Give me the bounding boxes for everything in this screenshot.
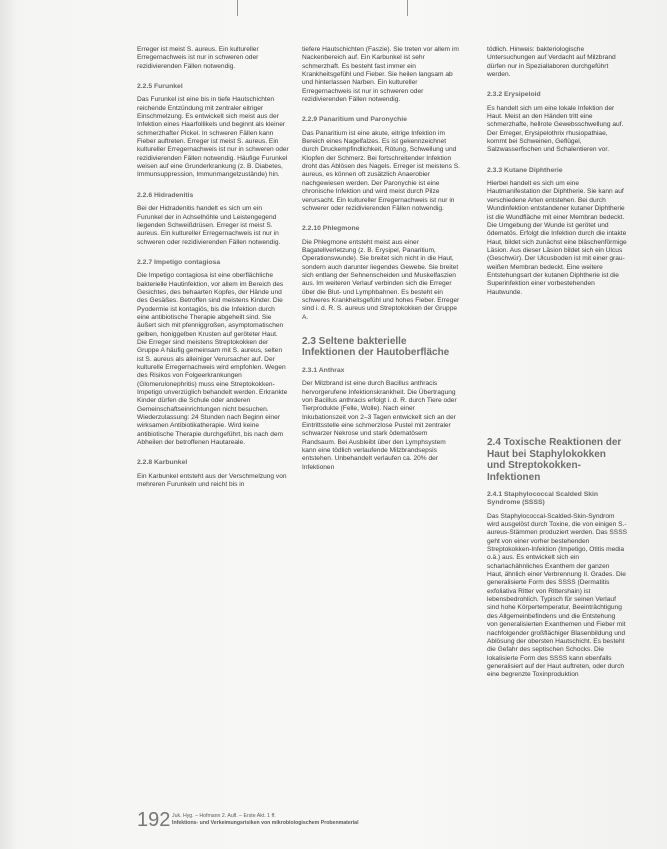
section-heading: 2.3.1 Anthrax (302, 366, 345, 374)
section-heading: 2.2.7 Impetigo contagiosa (137, 258, 221, 266)
footer-citation: Juk. Hyg. – Hofmann 2. Aufl. – Erste Akt. 1 ff. (172, 813, 276, 819)
text-column-right-lower (487, 437, 627, 680)
paragraph: Hierbei handelt es sich um eine Hautmanifestation der Diphtherie. Sie kann auf verschiedene Arten entstehen. Bei durch Wundinfektion entstandener kutaner Diphtherie ist die Wundfläche mit einer Membran bedeckt. Die Umgebung der Wunde ist gerötet und ödematös. Erfolgt die Infektion durch die intakte Haut, bildet sich zunächst eine bläschenförmige Läsion. Aus dieser Läsion bildet sich ein Ulcus (Geschwür). Der Ulcusboden ist mit einer grau-weißen Membran bedeckt. Eine weitere Entstehungsart der kutanen Diphtherie ist die Superinfektion einer vorbestehenden Hautwunde. (487, 180, 627, 296)
text-column-right-upper (487, 46, 627, 297)
section-heading: 2.2.5 Furunkel (137, 83, 183, 91)
page-footer (137, 809, 467, 833)
section-heading: 2.2.8 Karbunkel (137, 459, 188, 467)
paragraph: Die Phlegmone entsteht meist aus einer Bagatellverletzung (z. B. Erysipel, Panaritium, Operationswunde). Sie breitet sich nicht in die Haut, sondern auch darunter liegendes Gewebe. Sie breitet sich entlang der Sehnenscheiden und Muskelfaszien aus. Im weiteren Verlauf verbinden sich die Erreger über die Blut- und Lymphbahnen. Es besteht ein schweres Krankheitsgefühl und hohes Fieber. Erreger sind i. d. R. S. aureus und Streptokokken der Gruppe A. (302, 238, 460, 321)
section-heading: 2.2.10 Phlegmone (302, 225, 360, 233)
paragraph: Die Impetigo contagiosa ist eine oberflächliche bakterielle Hautinfektion, vor allem im Bereich des Gesichtes, des behaarten Kopfes, der Hände und des Gesäßes. Betroffen sind meistens Kinder. Die Pyodermie ist kontagiös, bis die Infektion durch eine antibiotische Therapie abgeheilt sind. Sie äußert sich mit pfenniggroßen, asymptomatischen gelben, honiggelben Krusten auf geröteter Haut. Die Erreger sind meistens Streptokokken der Gruppe A häufig gemeinsam mit S. aureus, selten ist S. aureus als alleiniger Verursacher auf. Der kulturelle Erregernachweis wird empfohlen. Wegen des Risikos von Folgeerkrankungen (Glomerulonephritis) muss eine Streptokokken-Impetigo unverzüglich behandelt werden. Erkrankte Kinder dürfen die Schule oder anderen Gemeinschaftseinrichtungen nicht besuchen. Wiederzulassung: 24 Stunden nach Beginn einer wirksamen Antibiotikatherapie. Wird keine antibiotische Therapie durchgeführt, bis nach dem Abheilen der betroffenen Hautareale. (137, 272, 288, 447)
paragraph: Ein Karbunkel entsteht aus der Verschmelzung von mehreren Furunkeln und reicht bis in (137, 472, 287, 489)
page-number: 192 (137, 809, 171, 831)
section-heading: 2.2.6 Hidradenitis (137, 191, 194, 199)
crop-mark (407, 0, 408, 16)
paragraph: Das Panaritium ist eine akute, eitrige Infektion im Bereich eines Nagelfalzes. Es ist gekennzeichnet durch Druckempfindlichkeit, Rötung, Schwellung und Klopfen der Schmerz. Bei fortschreitender Infektion droht das Ablösen des Nagels. Erreger ist meistens S. aureus, es können oft zusätzlich Anaerobier nachgewiesen werden. Der Paronychie ist eine chronische Infektion und wird meist durch Pilze verursacht. Ein kultureller Erregernachweis ist nur in schwerer oder rezidivierenden Fällen notwendig. (302, 129, 460, 212)
section-heading: 2.3.2 Erysipeloid (487, 91, 541, 99)
paragraph: Erreger ist meist S. aureus. Ein kultureller Erregernachweis ist nur in schweren oder rezidivierenden Fällen notwendig. (137, 46, 259, 70)
text-column-left (137, 46, 289, 489)
section (137, 46, 289, 71)
paragraph: Der Milzbrand ist eine durch Bacillus anthracis hervorgerufene Infektionskrankheit. Die Übertragung von Bacillus anthracis erfolgt i. d. R. durch Tiere oder Tierprodukte (Felle, Wolle). Nach einer Inkubationszeit von 2–3 Tagen entwickelt sich an der Eintrittsstelle eine schmerzlose Pustel mit zentraler schwarzer Nekrose und stark ödematösem Randsaum. Bei Ausbleibt über den Lymphsystem kann eine tödlich verlaufende Milzbrandsepsis entstehen. Unbehandelt verlaufen ca. 20% der Infektionen (302, 380, 457, 471)
chapter-heading: 2.3 Seltene bakterielle Infektionen der Hautoberfläche (302, 335, 450, 359)
chapter-heading: 2.4 Toxische Reaktionen der Haut bei Staphylokokken und Streptokokken-Infektionen (487, 437, 622, 483)
section-heading: 2.3.3 Kutane Diphtherie (487, 166, 563, 174)
text-column-middle (302, 46, 460, 472)
section-heading: 2.2.9 Panaritium und Paronychie (302, 116, 408, 124)
paragraph: tödlich. Hinweis: bakteriologische Untersuchungen auf Verdacht auf Milzbrand dürfen nur in Speziallaboren durchgeführt werden. (487, 46, 616, 79)
paragraph: Bei der Hidradenitis handelt es sich um ein Furunkel der in Achselhöhle und Leistengegend liegenden Schweißdrüsen. Erreger ist meist S. aureus. Ein kultureller Erregernachweis ist nur in schweren oder rezidivierenden Fällen notwendig. (137, 205, 281, 246)
crop-mark (237, 0, 238, 16)
paragraph: Das Furunkel ist eine bis in tiefe Hautschichten reichende Entzündung mit zentraler eitriger Einschmelzung. Es entwickelt sich meist aus der Infektion eines Haarfollikels und beginnt als kleiner schmerzhafter Pickel. In schweren Fällen kann Fieber auftreten. Erreger ist meist S. aureus. Ein kultureller Erregernachweis ist nur in schweren oder rezidivierenden Fällen notwendig. Häufige Furunkel weisen auf eine Grunderkrankung (z. B. Diabetes, Immunsuppression, Immunmangelzustände) hin. (137, 96, 289, 179)
section-heading: 2.4.1 Staphylococcal Scalded Skin Syndrome (SSSS) (487, 491, 599, 507)
footer-chapter-title: Infektions- und Verkeimungsrisiken von mikrobiologischem Probenmaterial (172, 820, 359, 826)
paragraph: Das Staphylococcal-Scalded-Skin-Syndrom wird ausgelöst durch Toxine, die von einigen S.-aureus-Stämmen produziert werden. Das SSSS geht von einer vorher bestehenden Streptokokken-Infektion (Impetigo, Otitis media o.ä.) aus. Es entwickelt sich ein scharlachähnliches Exanthem der ganzen Haut, ähnlich einer Verbrennung II. Grades. Die generalisierte Form des SSSS (Dermatitis exfoliativa Ritter von Rittershain) ist lebensbedrohlich. Typisch für seinen Verlauf sind hohe Körpertemperatur, Beeinträchtigung des Allgemeinbefindens und die Entstehung von generalisierten Exanthemen und Fieber mit nachfolgender großflächiger Blasenbildung und Ablösung der obersten Hautschicht. Es besteht die Gefahr des septischen Schocks. Die lokalisierte Form des SSSS kann ebenfalls generalisiert auf der Haut auftreten, oder durch eine begrenzte Toxinproduktion (487, 512, 627, 679)
paragraph: Es handelt sich um eine lokale Infektion der Haut. Meist an den Händen tritt eine schmerzhafte, hellrote Gewebsschwellung auf. Der Erreger, Erysipelothrix rhusiopathiae, kommt bei Schweinen, Geflügel, Salzwasserfischen und Schalentieren vor. (487, 104, 624, 154)
paragraph: tiefere Hautschichten (Faszie). Sie treten vor allem im Nackenbereich auf. Ein Karbunkel ist sehr schmerzhaft. Es besteht fast immer ein Krankheitsgefühl und Fieber. Sie heilen langsam ab und hinterlassen Narben. Ein kultureller Erregernachweis ist nur in schweren oder rezidivierenden Fällen notwendig. (302, 46, 459, 104)
